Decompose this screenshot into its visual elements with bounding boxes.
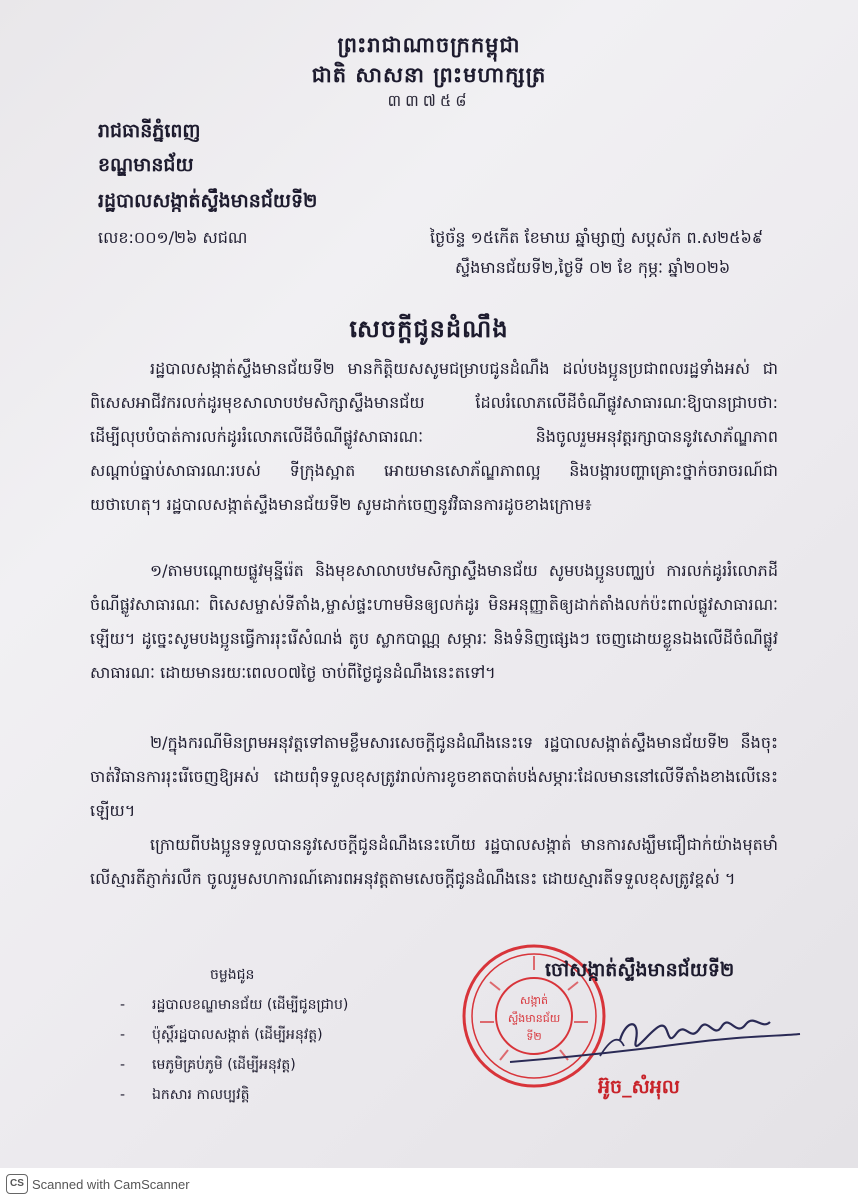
scanner-footer-text: Scanned with CamScanner [32,1176,190,1192]
handwritten-signature [500,1000,810,1080]
cc-item-label: ឯកសារ កាលប្បវត្តិ [152,1087,250,1103]
cc-item: - មេភូមិគ្រប់ភូមិ (ដើម្បីអនុវត្ត) [120,1050,348,1080]
paragraph-measure-1: ១/តាមបណ្តោយផ្លូវមុន្នីរ៉េត និងមុខសាលាបឋមសិក្សាស្ទឹងមានជ័យ សូមបងប្អូនបញ្ឈប់ ការលក់ដូររំលោភដីចំណីផ្លូវសាធារណៈ ពិសេសម្ចាស់ទីតាំង,ម្ចាស់ផ្ទះហាមមិនឲ្យលក់ដូរ មិនអនុញ្ញាតិឲ្យដាក់តាំងលក់ប៉ះពាល់ផ្លូវសាធារណៈឡើយ។ ដូច្នេះសូមបងប្អូនធ្វើការរុះរើសំណង់ តូប ស្លាកបាណ្ណ សម្ភារៈ និងទំនិញផ្សេងៗ ចេញដោយខ្លួនឯងលើដីចំណីផ្លូវសាធារណៈ ដោយមានរយៈពេល០៧ថ្ងៃ ចាប់ពីថ្ងៃជូនដំណឹងនេះតទៅ។ [90,561,778,682]
issuer-district: ខណ្ឌមានជ័យ [98,154,194,176]
paragraph-intro: រដ្ឋបាលសង្កាត់ស្ទឹងមានជ័យទី២ មានកិត្តិយសសូមជម្រាបជូនដំណឹង ដល់បងប្អូនប្រជាពលរដ្ឋទាំងអស់ ជាពិសេសអាជីវករលក់ដូរមុខសាលាបឋមសិក្សាស្ទឹងមានជ័យ ដែលរំលោភលើដីចំណីផ្លូវសាធារណៈឱ្យបានជ្រាបថា: ដើម្បីលុបបំបាត់ការលក់ដូររំលោភលើដីចំណីផ្លូវសាធារណៈ និងចូលរួមអនុវត្តរក្សាបាននូវសោភ័ណ្ឌភាព សណ្តាប់ធ្នាប់សាធារណៈរបស់ ទីក្រុងស្អាត អោយមានសោភ័ណ្ឌភាពល្អ និងបង្ការបញ្ហាគ្រោះថ្នាក់ចរាចរណ៍ជាយថាហេតុ។ រដ្ឋបាលសង្កាត់ស្ទឹងមានជ័យទី២ សូមដាក់ចេញនូវវិធានការដូចខាងក្រោម៖ [90,359,778,514]
solar-date: ស្ទឹងមានជ័យទី២,ថ្ងៃទី ០២ ខែ កុម្ភៈ ឆ្នាំ២០២៦ [455,258,731,277]
cc-item: - ប៉ុស្តិ៍រដ្ឋបាលសង្កាត់ (ដើម្បីអនុវត្ត) [120,1020,348,1050]
scanner-footer [0,1168,858,1200]
paragraph-closing: ក្រោយពីបងប្អូនទទួលបាននូវសេចក្តីជូនដំណឹងនេះហើយ រដ្ឋបាលសង្កាត់ មានការសង្ឃឹមជឿជាក់យ៉ាងមុតមាំ លើស្មារតីភ្ញាក់រលឹក ចូលរួមសហការណ៍គោរពអនុវត្តតាមសេចក្តីជូនដំណឹងនេះ ដោយស្មារតីទទួលខុសត្រូវខ្ពស់ ។ [90,835,778,888]
lunar-date: ថ្ងៃច័ន្ទ ១៥កើត ខែមាឃ ឆ្នាំម្សាញ់ សប្តស័ក ព.ស២៥៦៩ [430,228,764,247]
cc-heading: ចម្លងជូន [210,967,255,983]
stamp-text-bottom: ទី២ [526,1030,542,1043]
signer-name: អ៊ូច_សំអុល [598,1076,680,1098]
signatory-title: ចៅសង្កាត់ស្ទឹងមានជ័យទី២ [545,959,735,981]
cc-list [120,960,348,1110]
paragraph-measure-2: ២/ក្នុងករណីមិនព្រមអនុវត្តទៅតាមខ្លឹមសារសេចក្តីជូនដំណឹងនេះទេ រដ្ឋបាលសង្កាត់ស្ទឹងមានជ័យទី២ នឹងចុះចាត់វិធានការរុះរើចេញឱ្យអស់ ដោយពុំទទួលខុសត្រូវរាល់ការខូចខាតបាត់បង់សម្ភារៈដែលមាននៅលើទីតាំងខាងលើនេះឡើយ។ [90,733,778,820]
issuer-commune: រដ្ឋបាលសង្កាត់ស្ទឹងមានជ័យទី២ [98,190,318,212]
header-ornament: ៣៣៧៥៨ [387,91,471,110]
cc-item-label: រដ្ឋបាលខណ្ឌមានជ័យ (ដើម្បីជូនជ្រាប) [152,997,349,1013]
cc-item: - ឯកសារ កាលប្បវត្តិ [120,1080,348,1110]
cc-item-label: ប៉ុស្តិ៍រដ្ឋបាលសង្កាត់ (ដើម្បីអនុវត្ត) [152,1027,323,1043]
motto-line: ជាតិ សាសនា ព្រះមហាក្សត្រ [311,63,547,87]
cc-item: - រដ្ឋបាលខណ្ឌមានជ័យ (ដើម្បីជូនជ្រាប) [120,990,348,1020]
document-title: សេចក្តីជូនដំណឹង [349,315,509,343]
camscanner-logo-icon: CS [6,1174,28,1194]
document-header [0,30,858,112]
kingdom-line: ព្រះរាជាណាចក្រកម្ពុជា [337,33,521,57]
cc-item-label: មេភូមិគ្រប់ភូមិ (ដើម្បីអនុវត្ត) [152,1057,296,1073]
issuer-capital: រាជធានីភ្នំពេញ [98,120,201,142]
stamp-text-middle: ស្ទឹងមានជ័យ [507,1012,561,1025]
stamp-text-top: សង្កាត់ [520,994,548,1007]
reference-number: លេខ:០០១/២៦ សជណ [98,228,248,247]
